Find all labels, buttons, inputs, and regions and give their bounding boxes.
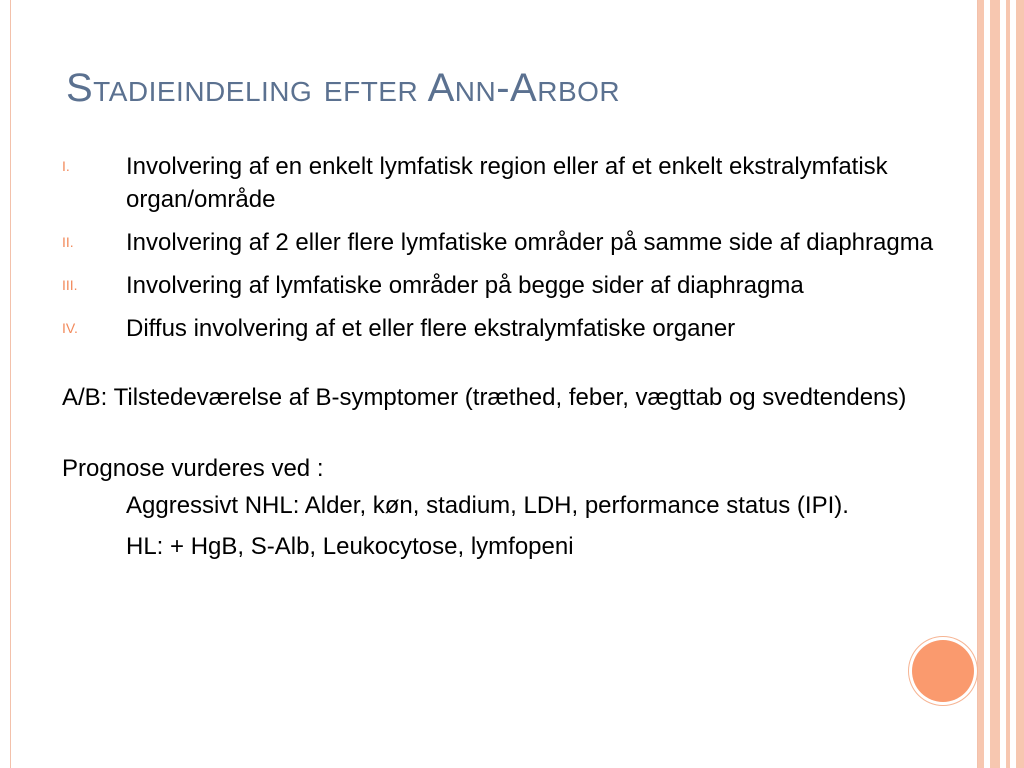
- slide-title: Stadieindeling efter Ann-Arbor: [66, 66, 621, 110]
- stage-number: IV.: [62, 320, 78, 336]
- stage-number: I.: [62, 158, 70, 174]
- stripe: [990, 0, 1000, 768]
- stage-text: Diffus involvering af et eller flere ekstralymfatiske organer: [126, 315, 736, 342]
- stage-item: [62, 269, 972, 302]
- stage-item: [62, 226, 972, 259]
- stripe: [1006, 0, 1010, 768]
- stage-item: [62, 150, 972, 216]
- decorative-circle: [912, 640, 974, 702]
- stripe: [1016, 0, 1024, 768]
- ab-symptoms-text: A/B: Tilstedeværelse af B-symptomer (træthed, feber, vægttab og svedtendens): [62, 384, 907, 411]
- stage-text: Involvering af en enkelt lymfatisk region eller af et enkelt ekstralymfatisk organ/område: [126, 153, 888, 213]
- stage-number: III.: [62, 277, 78, 293]
- slide-content: [62, 150, 972, 563]
- stripe: [978, 0, 984, 768]
- stage-text: Involvering af 2 eller flere lymfatiske områder på samme side af diaphragma: [126, 229, 934, 256]
- stage-text: Involvering af lymfatiske områder på begge sider af diaphragma: [126, 272, 804, 299]
- prognose-heading: Prognose vurderes ved :: [62, 455, 324, 482]
- prognose-item: Aggressivt NHL: Alder, køn, stadium, LDH, performance status (IPI).: [126, 492, 849, 519]
- stage-number: II.: [62, 234, 74, 250]
- decorative-stripes: [978, 0, 1024, 768]
- prognose-item: HL: + HgB, S-Alb, Leukocytose, lymfopeni: [126, 533, 574, 560]
- stage-item: [62, 312, 972, 345]
